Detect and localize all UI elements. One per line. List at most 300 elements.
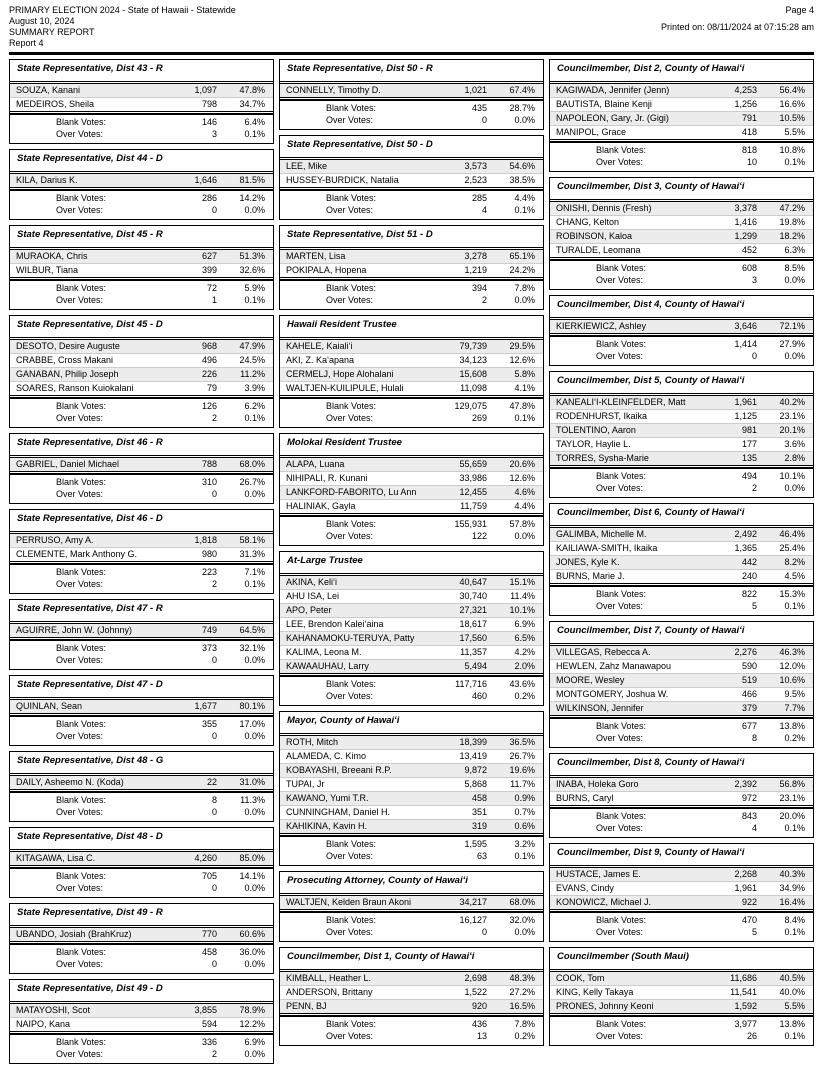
candidate-votes: 590 <box>741 661 757 671</box>
candidate-votes: 15,608 <box>459 369 487 379</box>
candidate-name: LEE, Brendon Kaleiʻaina <box>286 619 384 629</box>
candidate-list <box>280 971 543 1014</box>
contest-box <box>279 551 544 706</box>
candidate-name: NAIPO, Kana <box>16 1019 71 1029</box>
over-votes-count: 8 <box>751 732 757 743</box>
candidate-name: BAUTISTA, Blaine Kenji <box>556 99 652 109</box>
candidate-name: SOARES, Ranson Kuiokalani <box>16 383 134 393</box>
candidate-row <box>550 215 813 229</box>
candidate-name: KIERKIEWICZ, Ashley <box>556 321 647 331</box>
contest-box <box>549 843 814 942</box>
candidate-row <box>280 84 543 97</box>
over-votes-label: Over Votes: <box>56 958 104 969</box>
candidate-row <box>550 673 813 687</box>
candidate-pct: 56.8% <box>779 779 805 789</box>
candidate-pct: 11.4% <box>510 591 535 601</box>
contest-box <box>549 295 814 366</box>
blank-votes-label: Blank Votes: <box>596 263 647 273</box>
candidate-pct: 4.5% <box>784 571 805 581</box>
over-votes-label: Over Votes: <box>56 654 104 665</box>
candidate-name: TUPAI, Jr <box>286 779 325 789</box>
candidate-name: GABRIEL, Daniel Michael <box>16 459 120 469</box>
over-votes-pct: 0.0% <box>244 730 265 741</box>
candidate-row <box>280 589 543 603</box>
candidate-name: KAWAAUHAU, Larry <box>286 661 369 671</box>
over-votes-pct: 0.0% <box>514 530 535 541</box>
blank-votes-row <box>550 721 813 733</box>
candidate-pct: 6.9% <box>514 619 535 629</box>
candidate-pct: 5.5% <box>784 127 805 137</box>
candidate-row <box>10 534 273 547</box>
candidate-list <box>280 159 543 188</box>
candidate-row <box>280 471 543 485</box>
candidate-name: AKINA, Keliʻi <box>286 577 338 587</box>
blank-votes-label: Blank Votes: <box>56 401 107 411</box>
candidate-votes: 12,455 <box>459 487 487 497</box>
candidate-pct: 65.1% <box>509 251 535 261</box>
candidate-row <box>280 736 543 749</box>
over-votes-label: Over Votes: <box>596 156 644 167</box>
totals-section <box>280 675 543 705</box>
candidate-votes: 496 <box>201 355 217 365</box>
candidate-name: MONTGOMERY, Joshua W. <box>556 689 669 699</box>
blank-votes-count: 677 <box>741 721 757 731</box>
candidate-name: KILA, Darius K. <box>16 175 78 185</box>
over-votes-row <box>10 807 273 819</box>
candidate-list <box>10 457 273 472</box>
blank-votes-label: Blank Votes: <box>326 915 377 925</box>
over-votes-row <box>10 205 273 217</box>
candidate-name: MANIPOL, Grace <box>556 127 627 137</box>
contest-box <box>549 177 814 290</box>
blank-votes-label: Blank Votes: <box>326 283 377 293</box>
candidate-row <box>10 174 273 187</box>
candidate-name: ONISHI, Dennis (Fresh) <box>556 203 652 213</box>
candidate-votes: 519 <box>741 675 757 685</box>
candidate-name: MATAYOSHI, Scot <box>16 1005 91 1015</box>
candidate-votes: 33,986 <box>459 473 487 483</box>
contest-title: State Representative, Dist 45 - D <box>10 316 273 338</box>
candidate-votes: 2,492 <box>734 529 757 539</box>
candidate-pct: 60.6% <box>239 929 265 939</box>
candidate-name: AHU ISA, Lei <box>286 591 340 601</box>
over-votes-row <box>550 927 813 939</box>
over-votes-pct: 0.0% <box>784 274 805 285</box>
candidate-pct: 4.2% <box>514 647 535 657</box>
candidate-votes: 594 <box>201 1019 217 1029</box>
over-votes-pct: 0.0% <box>784 350 805 361</box>
over-votes-pct: 0.0% <box>244 654 265 665</box>
blank-votes-pct: 14.2% <box>239 193 265 203</box>
candidate-name: KAGIWADA, Jennifer (Jenn) <box>556 85 670 95</box>
over-votes-label: Over Votes: <box>56 204 104 215</box>
blank-votes-count: 494 <box>741 471 757 481</box>
candidate-list <box>280 339 543 396</box>
candidate-name: KOBAYASHI, Breeani R.P. <box>286 765 392 775</box>
candidate-row <box>10 700 273 713</box>
blank-votes-count: 285 <box>471 193 487 203</box>
candidate-name: PENN, BJ <box>286 1001 327 1011</box>
candidate-pct: 38.5% <box>509 175 535 185</box>
blank-votes-count: 436 <box>471 1019 487 1029</box>
candidate-name: KALIMA, Leona M. <box>286 647 362 657</box>
blank-votes-row <box>10 117 273 129</box>
contest-title: Councilmember, Dist 2, County of Hawaiʻi <box>550 60 813 82</box>
over-votes-row <box>280 115 543 127</box>
candidate-name: LANKFORD-FABORITO, Lu Ann <box>286 487 417 497</box>
candidate-pct: 58.1% <box>239 535 265 545</box>
candidate-votes: 4,253 <box>734 85 757 95</box>
candidate-name: MOORE, Wesley <box>556 675 625 685</box>
candidate-pct: 16.5% <box>509 1001 535 1011</box>
candidate-row <box>10 381 273 395</box>
candidate-list <box>550 527 813 584</box>
candidate-row <box>550 868 813 881</box>
blank-votes-count: 16,127 <box>459 915 487 925</box>
candidate-votes: 791 <box>741 113 757 123</box>
candidate-pct: 3.6% <box>784 439 805 449</box>
candidate-pct: 4.6% <box>514 487 535 497</box>
candidate-pct: 46.4% <box>779 529 805 539</box>
candidate-name: EVANS, Cindy <box>556 883 614 893</box>
contest-title: Councilmember, Dist 6, County of Hawaiʻi <box>550 504 813 526</box>
candidate-row <box>550 985 813 999</box>
candidate-list <box>550 971 813 1014</box>
candidate-votes: 34,123 <box>459 355 487 365</box>
over-votes-count: 0 <box>751 350 757 361</box>
contest-title: State Representative, Dist 47 - D <box>10 676 273 698</box>
blank-votes-row <box>280 1019 543 1031</box>
candidate-row <box>550 229 813 243</box>
candidate-votes: 980 <box>201 549 217 559</box>
candidate-votes: 3,278 <box>464 251 487 261</box>
blank-votes-row <box>280 519 543 531</box>
blank-votes-row <box>550 811 813 823</box>
candidate-name: APO, Peter <box>286 605 332 615</box>
candidate-votes: 1,097 <box>194 85 217 95</box>
candidate-pct: 46.3% <box>779 647 805 657</box>
contest-title: Councilmember (South Maui) <box>550 948 813 970</box>
candidate-name: NIHIPALI, R. Kunani <box>286 473 368 483</box>
candidate-list <box>10 339 273 396</box>
blank-votes-row <box>550 471 813 483</box>
candidate-pct: 11.7% <box>510 779 535 789</box>
blank-votes-pct: 17.0% <box>239 719 265 729</box>
blank-votes-pct: 3.2% <box>514 839 535 849</box>
candidate-name: DAILY, Asheemo N. (Koda) <box>16 777 124 787</box>
blank-votes-count: 223 <box>201 567 217 577</box>
candidate-row <box>10 624 273 637</box>
over-votes-label: Over Votes: <box>326 530 374 541</box>
over-votes-row <box>10 1049 273 1061</box>
blank-votes-count: 126 <box>201 401 217 411</box>
contest-title: State Representative, Dist 49 - D <box>10 980 273 1002</box>
blank-votes-label: Blank Votes: <box>56 283 107 293</box>
over-votes-label: Over Votes: <box>326 690 374 701</box>
candidate-list <box>10 927 273 942</box>
blank-votes-label: Blank Votes: <box>326 519 377 529</box>
candidate-votes: 2,392 <box>734 779 757 789</box>
candidate-row <box>550 999 813 1013</box>
candidate-list <box>10 623 273 638</box>
candidate-votes: 458 <box>471 793 487 803</box>
candidate-pct: 12.2% <box>239 1019 265 1029</box>
candidate-pct: 7.7% <box>784 703 805 713</box>
over-votes-label: Over Votes: <box>56 806 104 817</box>
candidate-votes: 399 <box>201 265 217 275</box>
blank-votes-pct: 28.7% <box>509 103 535 113</box>
contest-title: Councilmember, Dist 4, County of Hawaiʻi <box>550 296 813 318</box>
candidate-name: KING, Kelly Takaya <box>556 987 634 997</box>
contest-title: State Representative, Dist 48 - D <box>10 828 273 850</box>
over-votes-row <box>10 655 273 667</box>
blank-votes-count: 286 <box>201 193 217 203</box>
candidate-name: CUNNINGHAM, Daniel H. <box>286 807 391 817</box>
candidate-name: HUSSEY-BURDICK, Natalia <box>286 175 399 185</box>
candidate-votes: 1,365 <box>734 543 757 553</box>
blank-votes-label: Blank Votes: <box>326 1019 377 1029</box>
contest-box <box>9 827 274 898</box>
contest-box <box>9 675 274 746</box>
contest-box <box>549 503 814 616</box>
over-votes-row <box>550 275 813 287</box>
contest-title: Hawaii Resident Trustee <box>280 316 543 338</box>
candidate-pct: 10.6% <box>779 675 805 685</box>
over-votes-row <box>550 1031 813 1043</box>
page-number: Page 4 <box>785 5 814 15</box>
candidate-votes: 3,378 <box>734 203 757 213</box>
candidate-row <box>10 1004 273 1017</box>
candidate-pct: 67.4% <box>509 85 535 95</box>
candidate-votes: 9,872 <box>464 765 487 775</box>
blank-votes-pct: 13.8% <box>779 721 805 731</box>
candidate-row <box>550 125 813 139</box>
candidate-pct: 48.3% <box>509 973 535 983</box>
candidate-votes: 11,686 <box>730 973 757 983</box>
totals-section <box>10 715 273 745</box>
totals-section <box>280 515 543 545</box>
totals-section <box>550 911 813 941</box>
candidate-votes: 11,759 <box>460 501 487 511</box>
candidate-pct: 64.5% <box>239 625 265 635</box>
blank-votes-pct: 7.8% <box>514 1019 535 1029</box>
blank-votes-row <box>550 915 813 927</box>
totals-section <box>10 867 273 897</box>
over-votes-pct: 0.1% <box>784 822 805 833</box>
candidate-row <box>10 852 273 865</box>
over-votes-pct: 0.0% <box>244 204 265 215</box>
candidate-pct: 16.6% <box>779 99 805 109</box>
candidate-pct: 24.5% <box>239 355 265 365</box>
header-divider <box>9 52 814 55</box>
totals-section <box>550 585 813 615</box>
blank-votes-count: 117,716 <box>455 679 487 689</box>
candidate-votes: 749 <box>201 625 217 635</box>
candidate-pct: 36.5% <box>509 737 535 747</box>
contest-title: Councilmember, Dist 7, County of Hawaiʻi <box>550 622 813 644</box>
candidate-row <box>280 791 543 805</box>
totals-section <box>550 141 813 171</box>
blank-votes-label: Blank Votes: <box>56 795 107 805</box>
blank-votes-pct: 4.4% <box>514 193 535 203</box>
over-votes-row <box>280 691 543 703</box>
candidate-row <box>280 250 543 263</box>
blank-votes-pct: 15.3% <box>779 589 805 599</box>
candidate-row <box>550 541 813 555</box>
blank-votes-count: 146 <box>201 117 217 127</box>
contest-title: State Representative, Dist 46 - R <box>10 434 273 456</box>
candidate-votes: 319 <box>471 821 487 831</box>
blank-votes-row <box>550 263 813 275</box>
over-votes-row <box>10 883 273 895</box>
over-votes-count: 122 <box>471 530 487 541</box>
blank-votes-row <box>10 871 273 883</box>
blank-votes-count: 373 <box>201 643 217 653</box>
candidate-pct: 40.2% <box>779 397 805 407</box>
candidate-row <box>550 659 813 673</box>
blank-votes-label: Blank Votes: <box>56 947 107 957</box>
candidate-name: ALAPA, Luana <box>286 459 345 469</box>
blank-votes-row <box>280 679 543 691</box>
blank-votes-count: 608 <box>741 263 757 273</box>
candidate-row <box>550 84 813 97</box>
report-type: SUMMARY REPORT <box>9 27 95 37</box>
over-votes-pct: 0.1% <box>244 294 265 305</box>
candidate-pct: 10.1% <box>509 605 535 615</box>
blank-votes-count: 705 <box>201 871 217 881</box>
candidate-row <box>280 367 543 381</box>
candidate-name: HALINIAK, Gayla <box>286 501 356 511</box>
blank-votes-count: 458 <box>201 947 217 957</box>
over-votes-pct: 0.0% <box>244 1048 265 1059</box>
over-votes-row <box>280 927 543 939</box>
candidate-list <box>10 83 273 112</box>
over-votes-pct: 0.1% <box>244 578 265 589</box>
candidate-list <box>10 775 273 790</box>
candidate-row <box>280 499 543 513</box>
blank-votes-row <box>10 567 273 579</box>
over-votes-label: Over Votes: <box>596 1030 644 1041</box>
candidate-pct: 23.1% <box>779 793 805 803</box>
over-votes-pct: 0.1% <box>244 412 265 423</box>
over-votes-row <box>280 1031 543 1043</box>
candidate-name: KANEALIʻI-KLEINFELDER, Matt <box>556 397 686 407</box>
candidate-name: CRABBE, Cross Makani <box>16 355 114 365</box>
candidate-votes: 18,399 <box>459 737 487 747</box>
report-date: August 10, 2024 <box>9 16 75 26</box>
candidate-votes: 2,276 <box>734 647 757 657</box>
candidate-row <box>10 776 273 789</box>
candidate-row <box>10 353 273 367</box>
over-votes-row <box>550 733 813 745</box>
candidate-votes: 4,260 <box>194 853 217 863</box>
blank-votes-row <box>280 915 543 927</box>
over-votes-count: 3 <box>751 274 757 285</box>
contest-box <box>549 621 814 748</box>
blank-votes-label: Blank Votes: <box>596 915 647 925</box>
candidate-row <box>10 250 273 263</box>
candidate-name: UBANDO, Josiah (BrahKruz) <box>16 929 132 939</box>
over-votes-pct: 0.0% <box>244 958 265 969</box>
candidate-votes: 11,541 <box>730 987 757 997</box>
candidate-row <box>550 791 813 805</box>
candidate-pct: 78.9% <box>239 1005 265 1015</box>
contest-box <box>279 315 544 428</box>
blank-votes-label: Blank Votes: <box>56 871 107 881</box>
contest-title: Councilmember, Dist 1, County of Hawaiʻi <box>280 948 543 970</box>
totals-section <box>280 835 543 865</box>
candidate-row <box>550 320 813 333</box>
candidate-votes: 788 <box>201 459 217 469</box>
candidate-pct: 54.6% <box>509 161 535 171</box>
blank-votes-pct: 7.8% <box>514 283 535 293</box>
candidate-row <box>280 576 543 589</box>
over-votes-label: Over Votes: <box>596 732 644 743</box>
candidate-name: BURNS, Marie J. <box>556 571 625 581</box>
contest-box <box>549 371 814 498</box>
over-votes-count: 0 <box>211 958 217 969</box>
candidate-row <box>10 263 273 277</box>
totals-section <box>10 397 273 427</box>
blank-votes-pct: 47.8% <box>509 401 535 411</box>
candidate-row <box>280 340 543 353</box>
over-votes-count: 4 <box>481 204 487 215</box>
candidate-pct: 26.7% <box>509 751 535 761</box>
candidate-pct: 34.7% <box>239 99 265 109</box>
candidate-votes: 177 <box>741 439 757 449</box>
over-votes-count: 4 <box>751 822 757 833</box>
candidate-row <box>280 160 543 173</box>
candidate-pct: 12.6% <box>509 473 535 483</box>
over-votes-count: 2 <box>481 294 487 305</box>
over-votes-row <box>550 351 813 363</box>
over-votes-row <box>10 731 273 743</box>
candidate-name: CONNELLY, Timothy D. <box>286 85 381 95</box>
totals-section <box>10 279 273 309</box>
totals-section <box>280 99 543 129</box>
over-votes-count: 1 <box>211 294 217 305</box>
candidate-name: KIMBALL, Heather L. <box>286 973 372 983</box>
candidate-pct: 51.3% <box>239 251 265 261</box>
over-votes-row <box>280 295 543 307</box>
candidate-name: KONOWICZ, Michael J. <box>556 897 652 907</box>
candidate-row <box>550 396 813 409</box>
over-votes-count: 13 <box>476 1030 487 1041</box>
candidate-row <box>280 985 543 999</box>
over-votes-count: 2 <box>751 482 757 493</box>
candidate-list <box>550 645 813 716</box>
over-votes-row <box>280 851 543 863</box>
candidate-list <box>10 249 273 278</box>
candidate-name: MURAOKA, Chris <box>16 251 88 261</box>
candidate-name: KITAGAWA, Lisa C. <box>16 853 96 863</box>
candidate-votes: 226 <box>201 369 217 379</box>
blank-votes-pct: 11.3% <box>240 795 265 805</box>
candidate-pct: 68.0% <box>239 459 265 469</box>
candidate-votes: 2,698 <box>464 973 487 983</box>
candidate-votes: 1,677 <box>194 701 217 711</box>
totals-section <box>550 259 813 289</box>
report-header <box>9 5 814 49</box>
candidate-row <box>550 528 813 541</box>
candidate-row <box>550 437 813 451</box>
contest-title: Councilmember, Dist 5, County of Hawaiʻi <box>550 372 813 394</box>
contest-title: State Representative, Dist 50 - R <box>280 60 543 82</box>
blank-votes-count: 818 <box>741 145 757 155</box>
candidate-votes: 1,256 <box>734 99 757 109</box>
report-title: PRIMARY ELECTION 2024 - State of Hawaii - Statewide <box>9 5 236 15</box>
blank-votes-count: 1,414 <box>734 339 757 349</box>
